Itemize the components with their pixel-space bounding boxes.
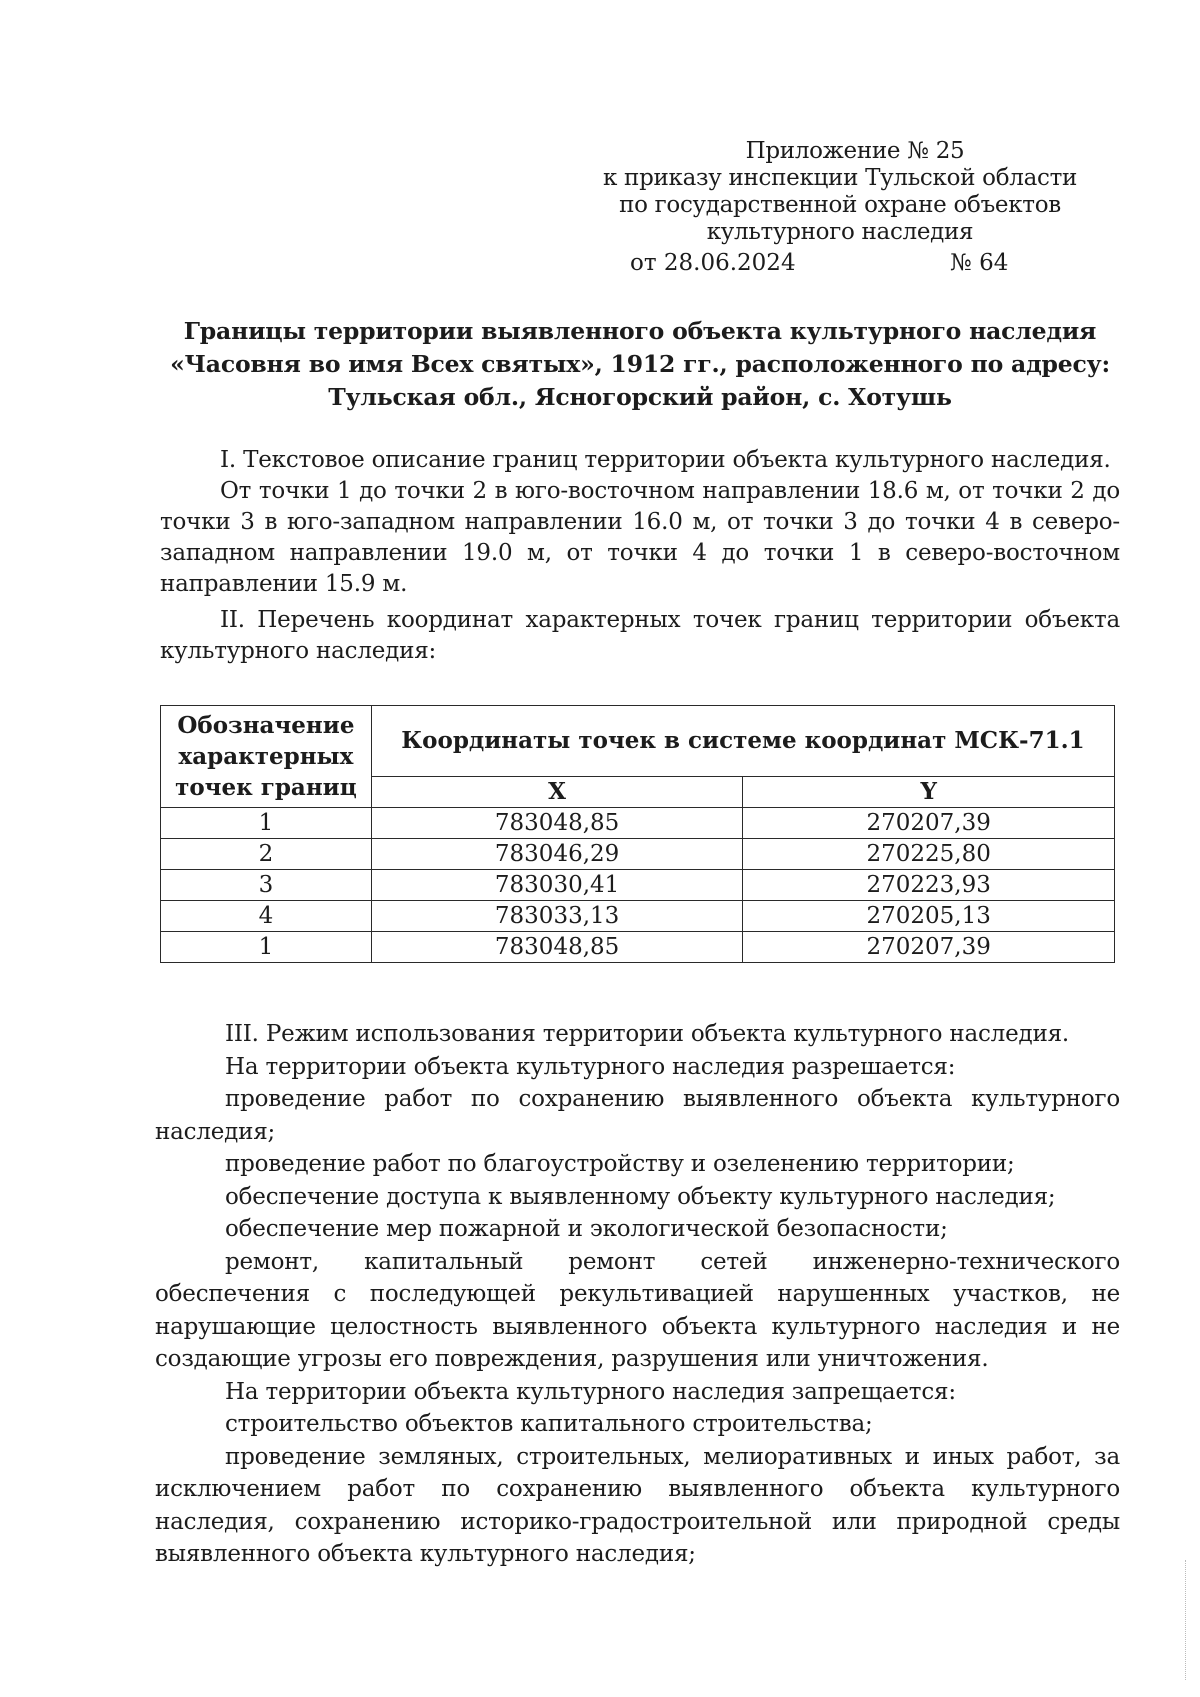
section-paragraph: проведение земляных, строительных, мелиоративных и иных работ, за исключением работ по сохранению выявленного объекта культурного наследия, сохранению историко-градостроительной или природной среды выявленного объекта культурного наследия; (155, 1443, 1120, 1567)
document-title (160, 315, 1120, 414)
x-column-header: X (371, 777, 743, 808)
table-header-row (161, 706, 1115, 777)
section-paragraph: ремонт, капитальный ремонт сетей инженерно-технического обеспечения с последующей рекультивацией нарушенных участков, не нарушающие целостность выявленного объекта культурного наследия и не создающие угрозы его повреждения, разрушения или уничтожения. (155, 1248, 1120, 1372)
y-column-header: Y (743, 777, 1115, 808)
section-heading: II. Перечень координат характерных точек границ территории объекта культурного наследия: (160, 607, 1120, 664)
y-cell: 270205,13 (743, 901, 1115, 932)
section-heading: I. Текстовое описание границ территории объекта культурного наследия. (220, 447, 1111, 473)
section-paragraph: проведение работ по благоустройству и озеленению территории; (225, 1151, 1015, 1177)
coordinates-table (160, 705, 1115, 963)
section-paragraph: На территории объекта культурного наследия разрешается: (225, 1053, 956, 1080)
point-cell: 1 (161, 808, 372, 839)
table-row (161, 901, 1115, 932)
point-column-header: Обозначение характерных точек границ (161, 706, 372, 808)
table-row (161, 808, 1115, 839)
x-cell: 783046,29 (371, 839, 743, 870)
order-number: № 64 (950, 250, 1009, 276)
appendix-line: Приложение № 25 (745, 138, 965, 164)
section-paragraph: От точки 1 до точки 2 в юго-восточном направлении 18.6 м, от точки 2 до точки 3 в юго-западном направлении 16.0 м, от точки 3 до точки 4 в северо-западном направлении 19.0 м, от точки 4 до точки 1 в северо-восточном направлении 15.9 м. (160, 478, 1120, 597)
table-row (161, 839, 1115, 870)
appendix-header (560, 138, 1120, 246)
point-cell: 1 (161, 932, 372, 963)
point-cell: 3 (161, 870, 372, 901)
x-cell: 783048,85 (371, 932, 743, 963)
x-cell: 783030,41 (371, 870, 743, 901)
y-cell: 270207,39 (743, 808, 1115, 839)
title-line: Тульская обл., Ясногорский район, с. Хотушь (328, 383, 952, 411)
section-paragraph: проведение работ по сохранению выявленного объекта культурного наследия; (155, 1086, 1120, 1145)
title-line: Границы территории выявленного объекта культурного наследия (183, 317, 1097, 345)
table-row (161, 932, 1115, 963)
y-cell: 270225,80 (743, 839, 1115, 870)
scan-edge-marks (1185, 1560, 1188, 1680)
section-paragraph: обеспечение доступа к выявленному объекту культурного наследия; (225, 1183, 1056, 1210)
appendix-line: культурного наследия (706, 219, 974, 245)
point-cell: 4 (161, 901, 372, 932)
order-date: от 28.06.2024 (630, 250, 796, 276)
y-cell: 270223,93 (743, 870, 1115, 901)
point-cell: 2 (161, 839, 372, 870)
x-cell: 783033,13 (371, 901, 743, 932)
x-cell: 783048,85 (371, 808, 743, 839)
appendix-line: по государственной охране объектов (619, 192, 1061, 218)
title-line: «Часовня во имя Всех святых», 1912 гг., расположенного по адресу: (170, 350, 1110, 378)
table-row (161, 870, 1115, 901)
section-text-description (160, 445, 1120, 600)
section-heading: III. Режим использования территории объекта культурного наследия. (225, 1021, 1070, 1047)
y-cell: 270207,39 (743, 932, 1115, 963)
coords-column-header: Координаты точек в системе координат МСК-71.1 (371, 706, 1114, 777)
section-usage-regime (155, 1018, 1120, 1571)
section-paragraph: На территории объекта культурного наследия запрещается: (225, 1378, 956, 1405)
section-coordinates-list (160, 605, 1120, 667)
appendix-line: к приказу инспекции Тульской области (602, 165, 1078, 191)
section-paragraph: обеспечение мер пожарной и экологической безопасности; (225, 1216, 948, 1242)
section-paragraph: строительство объектов капитального строительства; (225, 1411, 873, 1437)
